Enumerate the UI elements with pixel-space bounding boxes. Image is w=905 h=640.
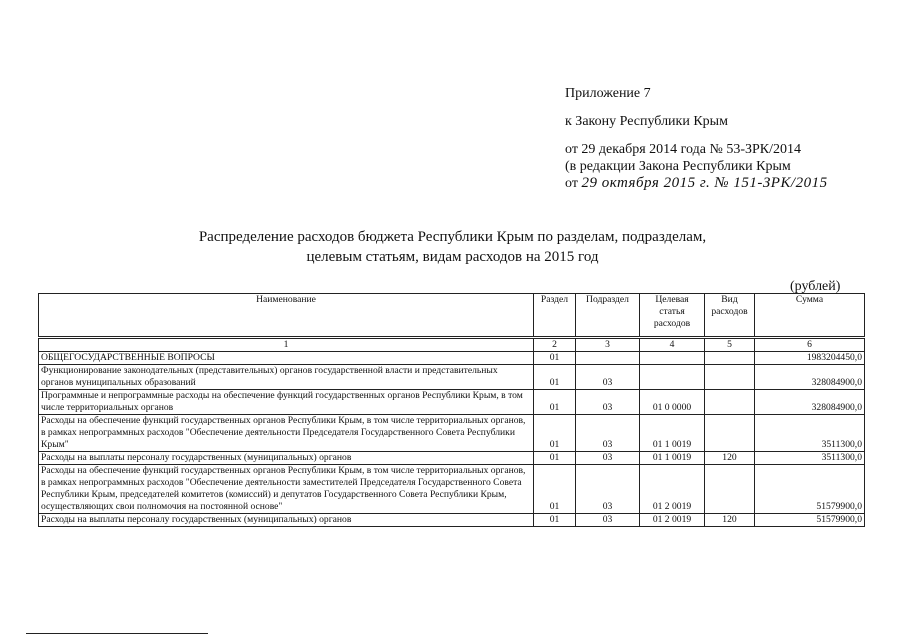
row-subsection: 03 bbox=[576, 465, 640, 514]
row-subsection: 03 bbox=[576, 365, 640, 390]
appendix-edition: (в редакции Закона Республики Крым bbox=[565, 159, 791, 174]
row-section: 01 bbox=[534, 365, 576, 390]
column-number: 1 bbox=[39, 338, 534, 352]
row-section: 01 bbox=[534, 465, 576, 514]
column-number: 2 bbox=[534, 338, 576, 352]
column-number: 4 bbox=[640, 338, 705, 352]
footer-divider bbox=[26, 633, 208, 634]
row-subsection: 03 bbox=[576, 415, 640, 452]
row-kind bbox=[705, 365, 755, 390]
header-section: Раздел bbox=[534, 294, 576, 338]
table-row bbox=[39, 452, 865, 465]
row-target: 01 2 0019 bbox=[640, 465, 705, 514]
row-section: 01 bbox=[534, 452, 576, 465]
unit-label: (рублей) bbox=[790, 279, 841, 294]
row-kind: 120 bbox=[705, 514, 755, 527]
handwritten-amendment: 29 октября 2015 г. № 151-ЗРК/2015 bbox=[581, 175, 828, 191]
title-line-1: Распределение расходов бюджета Республики Крым по разделам, подразделам, bbox=[198, 229, 707, 245]
row-name: Расходы на выплаты персоналу государственных (муниципальных) органов bbox=[39, 452, 534, 465]
row-section: 01 bbox=[534, 390, 576, 415]
table-row bbox=[39, 465, 865, 514]
row-amount: 51579900,0 bbox=[755, 514, 865, 527]
title-line-2: целевым статьям, видам расходов на 2015 год bbox=[306, 249, 599, 265]
column-number: 5 bbox=[705, 338, 755, 352]
row-name: ОБЩЕГОСУДАРСТВЕННЫЕ ВОПРОСЫ bbox=[39, 352, 534, 365]
document-title bbox=[0, 227, 905, 267]
row-target bbox=[640, 352, 705, 365]
appendix-number: Приложение 7 bbox=[565, 86, 651, 101]
header-kind: Вид расходов bbox=[705, 294, 755, 338]
table-row bbox=[39, 352, 865, 365]
row-subsection bbox=[576, 352, 640, 365]
row-target: 01 2 0019 bbox=[640, 514, 705, 527]
row-section: 01 bbox=[534, 514, 576, 527]
column-numbers-row bbox=[39, 338, 865, 352]
row-subsection: 03 bbox=[576, 390, 640, 415]
row-amount: 1983204450,0 bbox=[755, 352, 865, 365]
row-name: Расходы на обеспечение функций государственных органов Республики Крым, в том числе территориальных органов, в рамках непрограммных расходов "Обеспечение деятельности заместителей Председателя Государственного Совета Республики Крым, председателей комитетов (комиссий) и депутатов Государственного Совета Республики Крым, осуществляющих свои полномочия на постоянной основе" bbox=[39, 465, 534, 514]
table-row bbox=[39, 514, 865, 527]
row-amount: 51579900,0 bbox=[755, 465, 865, 514]
row-amount: 3511300,0 bbox=[755, 452, 865, 465]
header-amount: Сумма bbox=[755, 294, 865, 338]
header-name: Наименование bbox=[39, 294, 534, 338]
appendix-law: к Закону Республики Крым bbox=[565, 114, 728, 129]
row-target: 01 1 0019 bbox=[640, 415, 705, 452]
row-name: Функционирование законодательных (представительных) органов государственной власти и представительных органов муниципальных образований bbox=[39, 365, 534, 390]
appendix-amendment bbox=[565, 175, 828, 192]
amendment-prefix: от bbox=[565, 176, 578, 191]
header-target: Целевая статья расходов bbox=[640, 294, 705, 338]
row-name: Расходы на обеспечение функций государственных органов Республики Крым, в том числе территориальных органов, в рамках непрограммных расходов "Обеспечение деятельности Председателя Государственного Совета Республики Крым" bbox=[39, 415, 534, 452]
row-section: 01 bbox=[534, 415, 576, 452]
header-subsection: Подраздел bbox=[576, 294, 640, 338]
budget-table bbox=[38, 293, 865, 527]
table-row bbox=[39, 390, 865, 415]
column-number: 6 bbox=[755, 338, 865, 352]
row-amount: 328084900,0 bbox=[755, 390, 865, 415]
row-kind bbox=[705, 465, 755, 514]
table-row bbox=[39, 365, 865, 390]
row-amount: 3511300,0 bbox=[755, 415, 865, 452]
appendix-date-number: от 29 декабря 2014 года № 53-ЗРК/2014 bbox=[565, 142, 802, 157]
row-subsection: 03 bbox=[576, 452, 640, 465]
row-kind bbox=[705, 390, 755, 415]
table-row bbox=[39, 415, 865, 452]
row-kind bbox=[705, 352, 755, 365]
row-target bbox=[640, 365, 705, 390]
row-name: Программные и непрограммные расходы на обеспечение функций государственных органов Республики Крым, в том числе территориальных органов bbox=[39, 390, 534, 415]
row-amount: 328084900,0 bbox=[755, 365, 865, 390]
row-target: 01 1 0019 bbox=[640, 452, 705, 465]
table-header-row bbox=[39, 294, 865, 338]
column-number: 3 bbox=[576, 338, 640, 352]
row-section: 01 bbox=[534, 352, 576, 365]
row-target: 01 0 0000 bbox=[640, 390, 705, 415]
row-kind: 120 bbox=[705, 452, 755, 465]
row-kind bbox=[705, 415, 755, 452]
row-name: Расходы на выплаты персоналу государственных (муниципальных) органов bbox=[39, 514, 534, 527]
row-subsection: 03 bbox=[576, 514, 640, 527]
